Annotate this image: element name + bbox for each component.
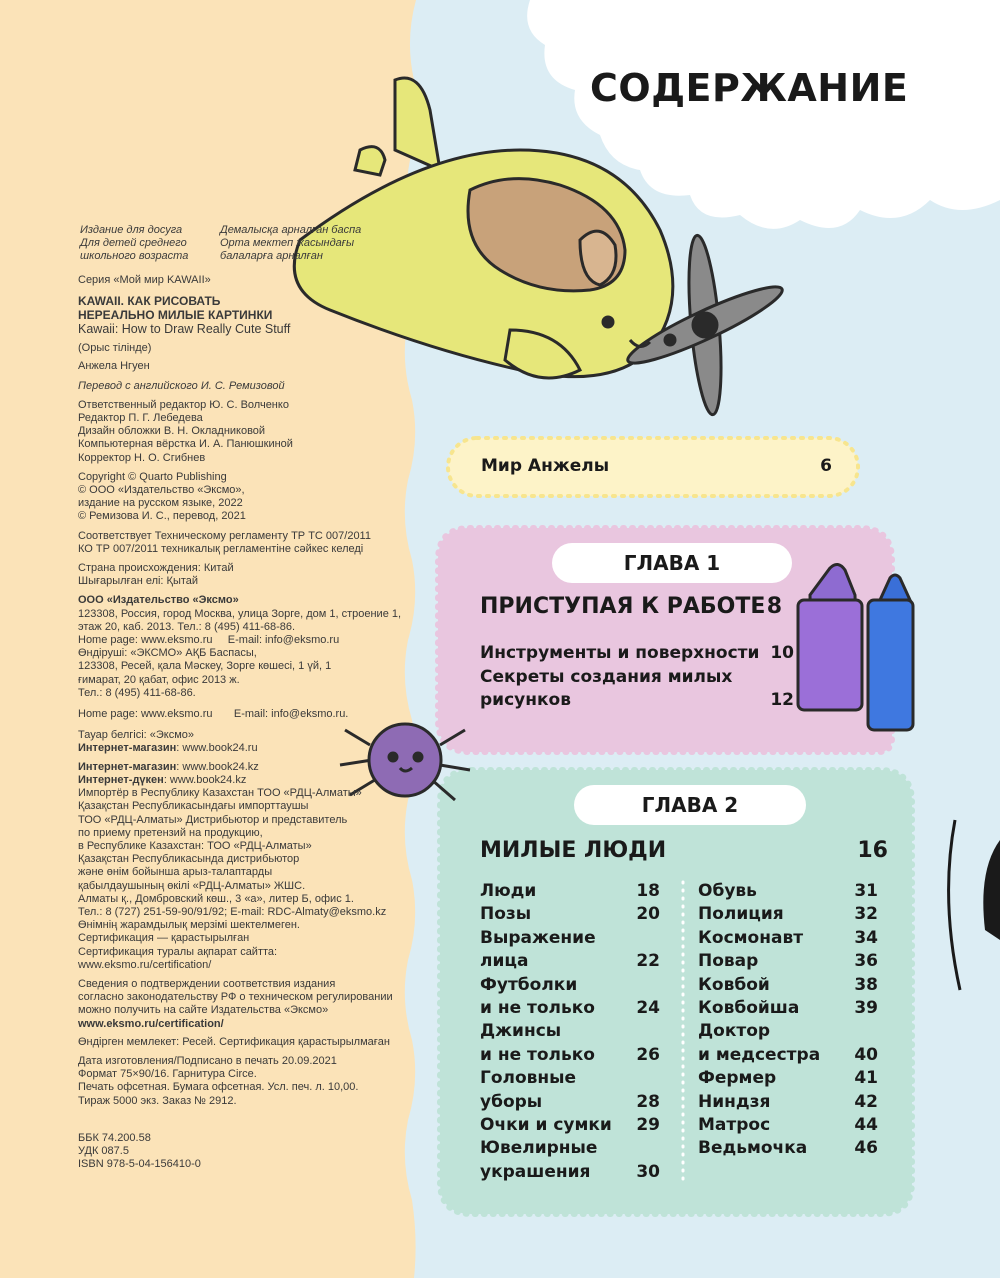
- toc-entry-page: 22: [636, 951, 660, 972]
- toc-entry-page: 34: [854, 927, 878, 948]
- chapter1-pill: ГЛАВА 1: [552, 543, 792, 583]
- toc-entry-label: Джинсы: [480, 1021, 562, 1042]
- code-line: УДК 087.5: [78, 1144, 129, 1157]
- chapter2-heading-page: 16: [857, 838, 888, 863]
- toc-entry-label: Космонавт: [698, 927, 804, 948]
- print-line: Печать офсетная. Бумага офсетная. Усл. печ. л. 10,00.: [78, 1081, 359, 1094]
- code-line: ISBN 978-5-04-156410-0: [78, 1158, 201, 1171]
- origin-line: Страна происхождения: Китай: [78, 562, 234, 575]
- distribution-line: және өнім бойынша арыз-талаптарды: [78, 866, 273, 879]
- address-line: Тел.: 8 (495) 411-68-86.: [78, 686, 196, 699]
- toc-entry-page: 29: [636, 1115, 660, 1135]
- toc-entry-page: 42: [854, 1091, 878, 1112]
- series: Серия «Мой мир KAWAII»: [78, 274, 211, 286]
- toc-entry-label: Ковбой: [698, 974, 770, 995]
- copyright-line: издание на русском языке, 2022: [78, 497, 243, 510]
- toc-entry-page: 40: [854, 1044, 878, 1065]
- book-title-line: KAWAII. КАК РИСОВАТЬ: [78, 294, 221, 309]
- staff-line: Редактор П. Г. Лебедева: [78, 412, 203, 425]
- distribution-line: Алматы қ., Домбровский көш., 3 «а», литер Б, офис 1.: [78, 892, 354, 905]
- distribution-line: Қазақстан Республикасындағы импорттаушы: [78, 800, 309, 813]
- staff-line: Дизайн обложки В. Н. Окладниковой: [78, 425, 266, 438]
- toc-entry-label: Фермер: [698, 1068, 777, 1089]
- toc-entry-label: Выражение: [480, 927, 596, 948]
- imprint-line: балаларға арналған: [220, 250, 323, 263]
- toc-entry-label: Ведьмочка: [698, 1138, 808, 1159]
- toc-entry-label: Повар: [698, 951, 759, 972]
- distribution-line: по приему претензий на продукцию,: [78, 826, 263, 839]
- distribution-line: Импортёр в Республику Казахстан ТОО «РДЦ-Алматы»: [78, 787, 362, 800]
- toc-entry-label: Люди: [480, 881, 537, 901]
- toc-entry-label: Головные: [480, 1068, 577, 1089]
- staff-line: Корректор Н. О. Сгибнев: [78, 451, 206, 464]
- distribution-line: Өнімнің жарамдылық мерзімі шектелмеген.: [78, 919, 300, 932]
- distribution-line: в Республике Казахстан: ТОО «РДЦ-Алматы»: [78, 839, 312, 852]
- toc-entry-page: 18: [636, 881, 660, 901]
- address-line: Өндіруші: «ЭКСМО» АҚБ Баспасы,: [78, 647, 257, 660]
- toc-intro-label: Мир Анжелы: [481, 456, 610, 476]
- toc-entry-label: Ювелирные: [480, 1138, 598, 1159]
- shop-label: Интернет-магазин: [78, 742, 177, 755]
- toc-intro-page: 6: [820, 456, 832, 476]
- toc-entry-page: 24: [636, 998, 660, 1018]
- toc-entry-label: Обувь: [698, 881, 757, 901]
- toc-entry-page: 36: [854, 951, 878, 972]
- copyright-line: Copyright © Quarto Publishing: [78, 470, 227, 483]
- imprint-line: Демалысқа арналған баспа: [220, 224, 362, 236]
- address-line: Home page: www.eksmo.ru E-mail: info@eksmo.ru: [78, 634, 340, 647]
- toc-entry-label: Позы: [480, 904, 532, 925]
- chapter1-item: рисунков: [480, 690, 571, 710]
- chapter1-item-page: 10: [770, 643, 794, 663]
- chapter1-heading-page: 8: [766, 594, 782, 619]
- cert-info-line: можно получить на сайте Издательства «Эксмо»: [78, 1004, 329, 1017]
- toc-entry-page: 26: [636, 1044, 660, 1065]
- translator: Перевод с английского И. С. Ремизовой: [78, 379, 285, 392]
- print-line: Тираж 5000 экз. Заказ № 2912.: [78, 1094, 237, 1107]
- toc-entry-page: 28: [636, 1091, 660, 1112]
- author: Анжела Нгуен: [78, 360, 150, 373]
- cert-info-line: согласно законодательству РФ о техническом регулировании: [78, 991, 393, 1004]
- imprint-line: школьного возраста: [80, 250, 189, 263]
- toc-entry-label: лица: [480, 951, 529, 972]
- staff-line: Ответственный редактор Ю. С. Волченко: [78, 398, 289, 411]
- distribution-line: Тел.: 8 (727) 251-59-90/91/92; E-mail: RDC-Almaty@eksmo.kz: [78, 905, 387, 918]
- print-line: Дата изготовления/Подписано в печать 20.09.2021: [78, 1054, 337, 1067]
- shop-value: : www.book24.kz: [176, 760, 259, 773]
- chapter1-heading: ПРИСТУПАЯ К РАБОТЕ: [480, 594, 766, 619]
- toc-entry-label: Матрос: [698, 1115, 771, 1135]
- conformity-line: Соответствует Техническому регламенту ТР ТС 007/2011: [78, 529, 371, 542]
- conformity-line: КО ТР 007/2011 техникалық регламентіне сәйкес келеді: [78, 542, 364, 555]
- toc-entry-page: 44: [854, 1115, 878, 1135]
- toc-entry-page: 39: [854, 998, 878, 1018]
- toc-entry-page: 30: [636, 1161, 660, 1182]
- print-line: Формат 75×90/16. Гарнитура Circe.: [78, 1068, 257, 1081]
- trademark: Тауар белгісі: «Эксмо»: [78, 729, 195, 742]
- address-line: ғимарат, 20 қабат, офис 2013 ж.: [78, 673, 240, 686]
- imprint-line: Издание для досуга: [80, 224, 183, 236]
- toc-entry-page: 31: [854, 881, 878, 901]
- toc-entry-label: и медсестра: [698, 1044, 821, 1065]
- toc-entry-label: Футболки: [480, 974, 578, 995]
- toc-entry-label: Доктор: [698, 1021, 771, 1042]
- cert-info-line: Сведения о подтверждении соответствия издания: [78, 977, 336, 990]
- toc-entry-page: 32: [854, 904, 878, 925]
- toc-entry-label: и не только: [480, 1044, 595, 1065]
- cert-link: www.eksmo.ru/certification/: [78, 1017, 224, 1030]
- shop-label: Интернет-дүкен: [78, 773, 164, 786]
- code-line: ББК 74.200.58: [78, 1131, 151, 1144]
- toc-entry-label: Ковбойша: [698, 998, 800, 1018]
- toc-entry-label: Очки и сумки: [480, 1115, 612, 1135]
- distribution-line: Сертификация — қарастырылған: [78, 932, 250, 945]
- language: (Орыс тілінде): [78, 342, 152, 355]
- original-title: Kawaii: How to Draw Really Cute Stuff: [78, 322, 291, 337]
- imprint-line: Для детей среднего: [80, 237, 187, 250]
- distribution-line: қабылдаушының өкілі «РДЦ-Алматы» ЖШС.: [78, 879, 306, 892]
- shop-value: : www.book24.ru: [176, 742, 258, 755]
- toc-entry-page: 20: [636, 904, 660, 925]
- distribution-line: Сертификация туралы ақпарат сайтта:: [78, 945, 278, 958]
- toc-entry-page: 38: [854, 974, 878, 995]
- origin-line: Шығарылған елі: Қытай: [78, 575, 199, 588]
- shop-label: Интернет-магазин: [78, 760, 177, 773]
- distribution-line: ТОО «РДЦ-Алматы» Дистрибьютор и представитель: [78, 813, 348, 826]
- shop-value: : www.book24.kz: [163, 773, 247, 786]
- home-page-line: Home page: www.eksmo.ru E-mail: info@eksmo.ru.: [78, 708, 349, 721]
- address-line: этаж 20, каб. 2013. Тел.: 8 (495) 411-68-86.: [78, 620, 296, 633]
- kz-origin-cert: Өндірген мемлекет: Ресей. Сертификация қарастырылмаған: [78, 1035, 390, 1048]
- imprint-line: Орта мектеп жасындағы: [220, 237, 355, 250]
- chapter1-item: Инструменты и поверхности: [480, 643, 760, 663]
- publisher-name: ООО «Издательство «Эксмо»: [78, 594, 239, 607]
- chapter1-item: Секреты создания милых: [480, 667, 733, 687]
- toc-entry-page: 46: [854, 1138, 878, 1159]
- toc-entry-page: 41: [854, 1068, 878, 1089]
- copyright-line: © ООО «Издательство «Эксмо»,: [78, 484, 245, 497]
- toc-entry-label: украшения: [480, 1161, 591, 1182]
- distribution-line: Қазақстан Республикасында дистрибьютор: [78, 853, 300, 866]
- chapter2-heading: МИЛЫЕ ЛЮДИ: [480, 838, 667, 863]
- toc-entry-label: Полиция: [698, 904, 784, 925]
- book-title-line: НЕРЕАЛЬНО МИЛЫЕ КАРТИНКИ: [78, 308, 273, 323]
- address-line: 123308, Ресей, қала Мәскеу, Зорге көшесі, 1 үй, 1: [78, 660, 332, 673]
- chapter1-item-page: 12: [770, 690, 794, 710]
- toc-title: СОДЕРЖАНИЕ: [590, 66, 909, 110]
- copyright-line: © Ремизова И. С., перевод, 2021: [78, 510, 246, 523]
- distribution-line: www.eksmo.ru/certification/: [78, 958, 212, 971]
- toc-entry-label: Ниндзя: [698, 1091, 771, 1112]
- address-line: 123308, Россия, город Москва, улица Зорге, дом 1, строение 1,: [78, 607, 402, 620]
- toc-entry-label: уборы: [480, 1091, 543, 1112]
- chapter2-pill: ГЛАВА 2: [574, 785, 806, 825]
- staff-line: Компьютерная вёрстка И. А. Панюшкиной: [78, 438, 293, 451]
- toc-entry-label: и не только: [480, 998, 595, 1018]
